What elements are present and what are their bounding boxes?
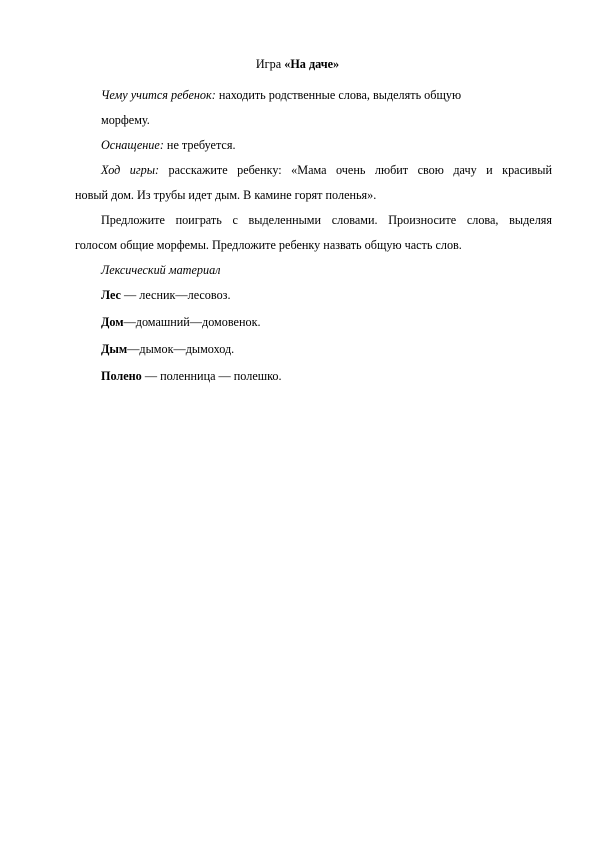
goal-line-continued <box>101 114 150 126</box>
procedure-text: расскажите ребенку: «Мама очень любит свою дачу и красивый <box>159 163 552 177</box>
lexical-derivatives: —домашний—домовенок. <box>123 315 261 329</box>
procedure-line-continued <box>75 189 376 201</box>
lexical-item <box>101 289 231 301</box>
equipment-text: не требуется. <box>163 138 236 152</box>
title-game-name: «На даче» <box>284 57 340 71</box>
instruction-line-continued <box>75 239 462 251</box>
equipment-label: Оснащение: <box>101 138 164 152</box>
lexical-root: Лес <box>101 288 121 302</box>
instruction-line <box>101 214 552 226</box>
lexical-derivatives: —дымок—дымоход. <box>127 342 235 356</box>
lexical-derivatives: — лесник—лесовоз. <box>120 288 231 302</box>
lexical-item <box>101 343 234 355</box>
instruction-text: Предложите поиграть с выделенными словами. Произносите слова, выделяя <box>101 213 552 227</box>
page-title <box>0 58 595 70</box>
lexical-heading: Лексический материал <box>101 263 221 277</box>
lexical-root: Полено <box>101 369 142 383</box>
procedure-text-continued: новый дом. Из трубы идет дым. В камине горят поленья». <box>75 188 377 202</box>
lexical-root: Дым <box>101 342 128 356</box>
procedure-label: Ход игры: <box>101 163 160 177</box>
goal-text: находить родственные слова, выделять общую <box>215 88 462 102</box>
lexical-item <box>101 316 261 328</box>
goal-text-continued: морфему. <box>101 113 150 127</box>
goal-line <box>101 89 461 101</box>
lexical-item <box>101 370 282 382</box>
goal-label: Чему учится ребенок: <box>101 88 216 102</box>
equipment-line <box>101 139 236 151</box>
procedure-line <box>101 164 552 176</box>
title-prefix: Игра <box>255 57 285 71</box>
lexical-root: Дом <box>101 315 124 329</box>
instruction-text-continued: голосом общие морфемы. Предложите ребенку назвать общую часть слов. <box>75 238 462 252</box>
lexical-derivatives: — поленница — полешко. <box>141 369 282 383</box>
